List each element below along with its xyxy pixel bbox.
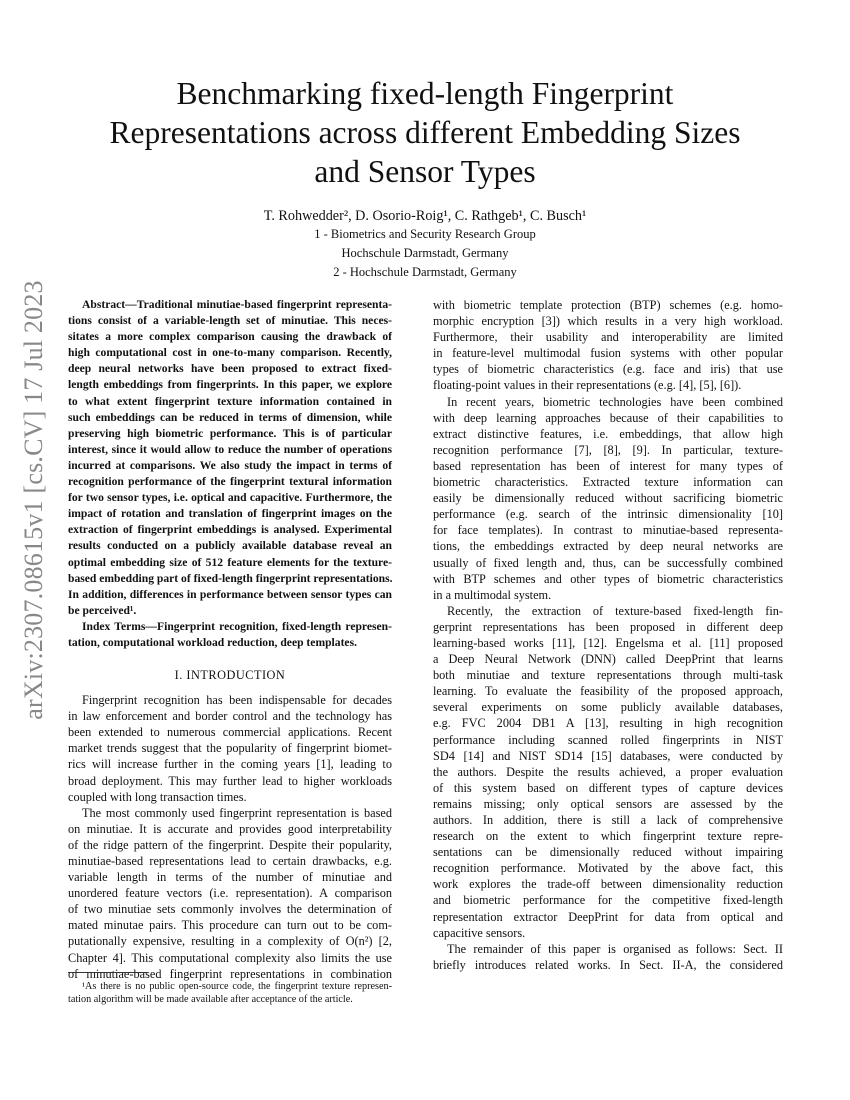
text-line: of minutiae-based fingerprint representations in combination bbox=[68, 966, 392, 981]
abstract-line: for two sensor types, i.e. optical and capacitive. Furthermore, the bbox=[68, 491, 392, 505]
index-terms-line: tation, computational workload reduction, deep templates. bbox=[68, 635, 357, 649]
abstract-line: tions consist of a variable-length set of minutiae. This neces- bbox=[68, 314, 392, 328]
text-line: of this system based on different types of capture devices bbox=[433, 780, 783, 795]
abstract-line: Abstract—Traditional minutiae-based fingerprint representa- bbox=[82, 298, 392, 311]
footnote-rule bbox=[68, 972, 148, 973]
right-paragraph-4 bbox=[433, 941, 783, 973]
text-line: with BTP schemes and other types of biometric characteristics bbox=[433, 571, 783, 586]
text-line: gerprint representations has been proposed in different deep bbox=[433, 619, 783, 634]
text-line: e.g. FVC 2004 DB1 A [13], resulting in high recognition bbox=[433, 716, 783, 731]
text-line: learning-based works [11], [12]. Engelsma et al. [11] proposed bbox=[433, 635, 783, 650]
abstract-line: interest, since it would allow to reduce the number of operations bbox=[68, 442, 392, 456]
text-line: Fingerprint recognition has been indispensable for decades bbox=[82, 693, 392, 708]
text-line: sentations can be dimensionally reduced without impairing bbox=[433, 845, 783, 860]
text-line: both minutiae and texture representations through multi-task bbox=[433, 668, 783, 683]
abstract-line: to what extent fingerprint texture information contained in bbox=[68, 394, 392, 408]
text-line: the authors. Despite the results achieved, a proper evaluation bbox=[433, 764, 783, 779]
footnote-line: tation algorithm will be made available after acceptance of the article. bbox=[68, 994, 353, 1006]
text-line: floating-point values in their representations (e.g. [4], [5], [6]). bbox=[433, 378, 742, 393]
abstract-line: recognition performance of the fingerprint textural information bbox=[68, 475, 392, 489]
footnote-line: ¹As there is no public open-source code, the fingerprint texture represen- bbox=[82, 981, 392, 992]
text-line: and biometric performance for the competitive fixed-length bbox=[433, 893, 783, 908]
abstract-line: deep neural networks have been proposed to extract fixed- bbox=[68, 362, 392, 376]
section-heading: I. INTRODUCTION bbox=[174, 668, 286, 683]
index-terms-line: Index Terms—Fingerprint recognition, fixed-length represen- bbox=[82, 619, 392, 633]
abstract-line: optimal embedding size of 512 feature elements for the texture- bbox=[68, 555, 392, 569]
text-line: SD4 [14] and NIST SD14 [15] databases, were conducted by bbox=[433, 748, 783, 763]
title-line: Representations across different Embedding Sizes bbox=[109, 115, 741, 150]
text-line: types of biometric characteristics (e.g. face and iris) that use bbox=[433, 362, 783, 377]
abstract-line: length embeddings from fingerprints. In this paper, we explore bbox=[68, 378, 392, 392]
text-line: authors. In addition, there is still a lack of comprehensive bbox=[433, 813, 783, 827]
text-line: rics will increase further in the coming years [1], leading to bbox=[68, 757, 392, 772]
text-line: easily be dimensionally reduced without sacrificing biometric bbox=[433, 491, 783, 506]
text-line: minutiae-based representations lead to certain drawbacks, e.g. bbox=[68, 854, 392, 868]
text-line: broad deployment. This may further lead to higher workloads bbox=[68, 773, 392, 788]
text-line: In recent years, biometric technologies have been combined bbox=[447, 394, 783, 409]
text-line: The remainder of this paper is organised as follows: Sect. II bbox=[447, 941, 783, 956]
right-paragraph-2 bbox=[433, 394, 783, 603]
text-line: research on the extent to which fingerprint texture repre- bbox=[433, 829, 783, 844]
left-column bbox=[68, 297, 392, 982]
text-line: of the ridge pattern of the fingerprint. Despite their popularity, bbox=[68, 837, 392, 852]
text-line: work explores the trade-off between dimensionality reduction bbox=[433, 877, 783, 892]
abstract-line: high computational cost in one-to-many comparison. Recently, bbox=[68, 346, 392, 360]
paper-title bbox=[60, 74, 790, 191]
text-line: market trends suggest that the popularity of fingerprint biomet- bbox=[68, 741, 392, 756]
text-line: coupled with long transaction times. bbox=[68, 789, 247, 804]
text-line: remains missing; only optical sensors are assessed by the bbox=[433, 796, 783, 811]
right-paragraph-1 bbox=[433, 297, 783, 394]
abstract-line: preserving high biometric performance. This is of particular bbox=[68, 426, 392, 440]
text-line: of two minutiae sets commonly involves the determination of bbox=[68, 902, 392, 917]
affiliation-line: 2 - Hochschule Darmstadt, Germany bbox=[333, 265, 517, 279]
text-line: unordered feature vectors (i.e. representation). A comparison bbox=[68, 886, 392, 901]
abstract-line: be perceived¹. bbox=[68, 603, 137, 617]
author-list: T. Rohwedder², D. Osorio-Roig¹, C. Rathgeb¹, C. Busch¹ bbox=[263, 208, 587, 224]
text-line: been extended to numerous commercial applications. Recent bbox=[68, 725, 392, 740]
text-line: variable length in terms of the number of minutiae and bbox=[68, 870, 392, 885]
text-line: in law enforcement and border control and the technology has bbox=[68, 709, 392, 724]
abstract-line: extraction of fingerprint embeddings is analysed. Experimental bbox=[68, 523, 392, 537]
text-line: Furthermore, their usability and interoperability are limited bbox=[433, 330, 783, 345]
text-line: for face templates). In contrast to minutiae-based representa- bbox=[433, 523, 783, 538]
text-line: with deep learning approaches because of their capabilities to bbox=[433, 410, 783, 425]
intro-paragraph-1 bbox=[68, 692, 392, 805]
arxiv-stamp bbox=[4, 280, 64, 720]
text-line: capacitive sensors. bbox=[433, 925, 526, 940]
abstract-line: sitates a more complex comparison causing the drawback of bbox=[68, 330, 392, 344]
text-line: putationally expensive, resulting in a complexity of O(n²) [2, bbox=[68, 934, 392, 949]
right-column bbox=[433, 297, 783, 973]
text-line: The most commonly used fingerprint representation is based bbox=[82, 805, 392, 820]
text-line: Recently, the extraction of texture-based fixed-length fin- bbox=[447, 603, 783, 618]
text-line: mated minutae pairs. This procedure can turn out to be com- bbox=[68, 918, 392, 933]
text-line: several experiments on some publicly available databases, bbox=[433, 700, 783, 715]
text-line: tions, the embeddings extracted by deep neural networks are bbox=[433, 539, 783, 554]
text-line: learning. To evaluate the feasibility of the proposed approach, bbox=[433, 684, 783, 699]
text-line: performance including scanned rolled fingerprints in NIST bbox=[433, 732, 783, 747]
affiliation-line: Hochschule Darmstadt, Germany bbox=[341, 246, 509, 260]
title-line: Benchmarking fixed-length Fingerprint bbox=[176, 76, 674, 111]
abstract bbox=[68, 297, 392, 619]
text-line: Chapter 4]. This computational complexity also limits the use bbox=[68, 950, 392, 965]
footnote bbox=[68, 980, 392, 1007]
text-line: in feature-level multimodal fusion systems with other popular bbox=[433, 346, 783, 361]
text-line: a Deep Neural Network (DNN) called DeepPrint that learns bbox=[433, 652, 783, 667]
text-line: briefly introduces related works. In Sect. II-A, the considered bbox=[433, 957, 783, 972]
text-line: extract distinctive features, i.e. embeddings, that allow high bbox=[433, 426, 783, 441]
arxiv-id: arXiv:2307.08615v1 [cs.CV] 17 Jul 2023 bbox=[19, 280, 48, 720]
text-line: recognition performance [7], [8], [9]. In particular, texture- bbox=[433, 442, 783, 457]
abstract-line: impact of rotation and translation of fingerprint images on the bbox=[68, 507, 392, 521]
text-line: recognition performance. Motivated by the above fact, this bbox=[433, 861, 783, 876]
text-line: with biometric template protection (BTP) schemes (e.g. homo- bbox=[433, 298, 783, 312]
text-line: morphic encryption [3]) which results in a very high workload. bbox=[433, 314, 783, 329]
right-paragraph-3 bbox=[433, 603, 783, 941]
abstract-line: In addition, differences in performance between sensor types can bbox=[68, 587, 392, 601]
text-line: based representation has been of interest for many types of bbox=[433, 458, 783, 473]
affiliation-line: 1 - Biometrics and Security Research Group bbox=[314, 227, 536, 241]
text-line: on minutiae. It is accurate and provides good interpretability bbox=[68, 821, 392, 836]
abstract-line: based embedding part of fixed-length fingerprint representations. bbox=[68, 571, 393, 585]
text-line: performance (e.g. search of the intrinsic dimensionality [10] bbox=[433, 507, 783, 522]
text-line: in a multimodal system. bbox=[433, 587, 552, 602]
title-line: and Sensor Types bbox=[314, 154, 536, 189]
affiliations bbox=[60, 225, 790, 282]
abstract-line: incurred at comparisons. We also study the impact in terms of bbox=[68, 458, 392, 472]
text-line: usually of fixed length and, thus, can be successfully combined bbox=[433, 555, 783, 570]
abstract-line: such embeddings can be reduced in terms of dimension, while bbox=[68, 410, 392, 424]
text-line: biometric characteristics. Extracted texture information can bbox=[433, 475, 783, 490]
abstract-line: results conducted on a publicly available database reveal an bbox=[68, 539, 392, 553]
text-line: representation extractor DeepPrint for data from optical and bbox=[433, 909, 783, 924]
intro-paragraph-2 bbox=[68, 805, 392, 982]
index-terms bbox=[68, 619, 392, 651]
